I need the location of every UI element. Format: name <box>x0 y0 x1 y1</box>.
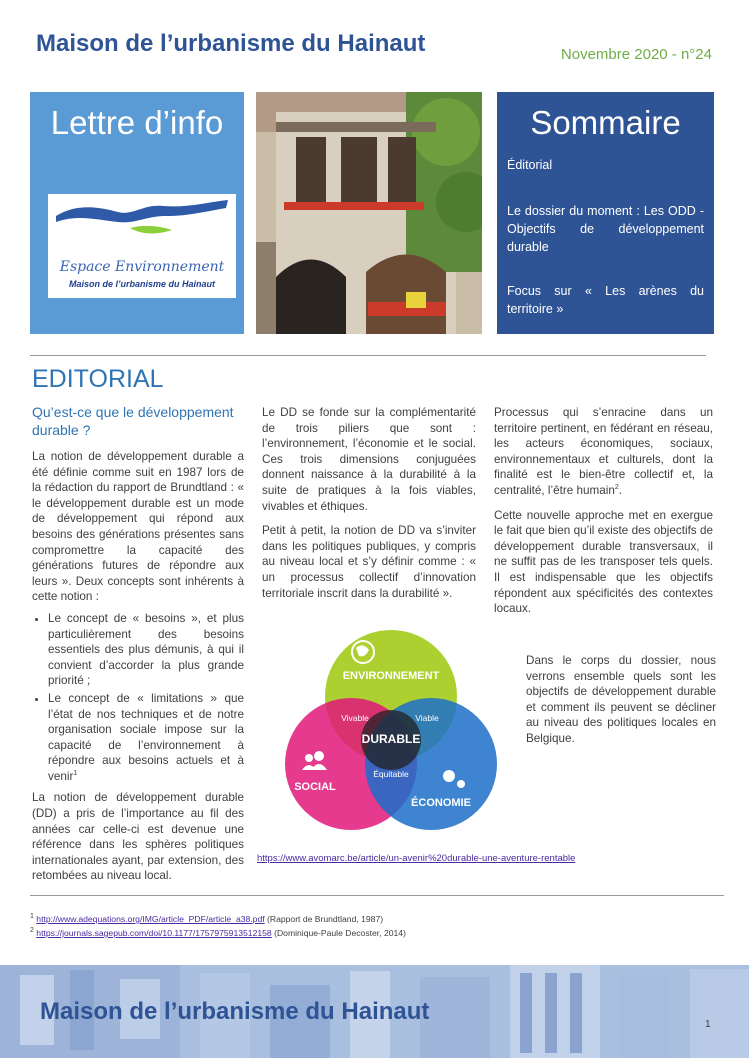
paragraph-end: . <box>618 483 622 497</box>
paragraph: Petit à petit, la notion de DD va s’inviter dans les politiques publiques, y compris au niveau local et s’y définir comme : « un processus collectif d’innovation territoriale inscrit dans la durabilité ». <box>262 524 476 600</box>
footnote-number: 2 <box>30 927 34 935</box>
footnote-reference: (Dominique-Paule Decoster, 2014) <box>271 928 406 938</box>
footer-title: Maison de l’urbanisme du Hainaut <box>40 998 430 1025</box>
footnote-number: 1 <box>30 913 34 921</box>
footnote-link[interactable]: https://journals.sagepub.com/doi/10.1177/1757975913512158 <box>36 928 272 938</box>
list-item-text: Le concept de « limitations » que l’état de nos techniques et de notre organisation sociale impose sur la capacité de l’environnement à répondre aux besoins actuels et à venir <box>48 691 244 783</box>
venn-social-label: SOCIAL <box>294 781 336 793</box>
concept-list <box>32 611 244 785</box>
paragraph: La notion de développement durable a été définie comme suit en 1987 lors de la rédaction du rapport de Brundtland : « le développement durable est un mode de développement qui répond aux besoins des générations présentes sans compromettre la capacité des générations futures de répondre aux leurs ». Deux concepts sont inhérents à cette notion : <box>32 450 244 604</box>
lettre-info-title: Lettre d’info <box>50 104 224 141</box>
logo-name: Espace Environnement <box>59 259 225 275</box>
venn-caption: Dans le corps du dossier, nous verrons ensemble quels sont les objectifs de développement durable et comment ils peuvent se décliner au niveau des politiques locales en Belgique. <box>526 654 716 745</box>
venn-environment-label: ENVIRONNEMENT <box>342 670 440 682</box>
page-number: 1 <box>705 1019 711 1030</box>
paragraph: La notion de développement durable (DD) a pris de l’importance au fil des années car celle-ci est devenue une référence dans les sphères politiques internationales ayant, par extension, des retombées au niveau local. <box>32 791 244 883</box>
logo-subtitle: Maison de l’urbanisme du Hainaut <box>68 279 216 289</box>
column-1 <box>32 403 244 890</box>
footnote-1 <box>30 914 383 924</box>
footer-banner <box>0 965 749 1058</box>
venn-viable-label: Viable <box>415 713 439 723</box>
sommaire-item-dossier[interactable]: Le dossier du moment : Les ODD - Objectifs de développement durable <box>507 204 704 254</box>
footnote-ref[interactable]: 1 <box>73 769 78 777</box>
paragraph: Le DD se fonde sur la complémentarité de trois piliers que sont : l’environnement, l’économie et le social. Ces trois dimensions conjuguées donnent naissance à la durabilité à la suite de pratiques à la fois viables, vivables et éthiques. <box>262 406 476 513</box>
sustainability-venn-diagram <box>283 630 499 832</box>
column-3 <box>494 405 713 623</box>
issue-date: Novembre 2020 - n°24 <box>560 46 712 63</box>
venn-vivable-label: Vivable <box>341 713 369 723</box>
paragraph-text: Processus qui s’enracine dans un territoire pertinent, en fédérant en réseau, les acteurs économiques, sociaux, environnementaux et culturels, dont la finalité est le bien-être collectif et, la centralité, l’être humain <box>494 406 713 497</box>
footnote-ref[interactable]: 2 <box>614 484 619 492</box>
espace-environnement-logo <box>48 194 236 298</box>
editorial-subheading: Qu’est-ce que le développement durable ? <box>32 404 234 438</box>
logo-swoosh-icon <box>48 194 236 254</box>
building-photo <box>256 92 482 334</box>
paragraph: Cette nouvelle approche met en exergue le fait que bien qu’il existe des objectifs de développement durable transversaux, il ne suffit pas de les transposer tels quels. Il est indispensable que les objectifs répondent aux spécificités des contextes locaux. <box>494 508 713 616</box>
sommaire-item-editorial[interactable]: Éditorial <box>507 158 553 172</box>
list-item <box>48 691 244 785</box>
list-item-text: Le concept de « besoins », et plus particulièrement des besoins essentiels des plus démunis, à qui il convient d’accorder la plus grande priorité ; <box>48 611 244 688</box>
footnote-2 <box>30 928 406 938</box>
sommaire-title: Sommaire <box>530 104 681 141</box>
paragraph <box>494 405 713 499</box>
lettre-info-box <box>30 92 244 334</box>
list-item <box>48 611 244 689</box>
divider <box>30 895 724 896</box>
site-title: Maison de l’urbanisme du Hainaut <box>36 30 426 57</box>
venn-center-label: DURABLE <box>361 732 421 746</box>
column-2 <box>262 405 476 607</box>
footnote-reference: (Rapport de Brundtland, 1987) <box>264 914 384 924</box>
divider <box>30 355 706 356</box>
editorial-heading: EDITORIAL <box>32 365 164 393</box>
sommaire-item-focus[interactable]: Focus sur « Les arènes du territoire » <box>507 284 704 316</box>
source-link[interactable]: https://www.avomarc.be/article/un-avenir%20durable-une-aventure-rentable <box>257 853 576 864</box>
sommaire-box <box>497 92 714 334</box>
venn-equitable-label: Équitable <box>373 769 409 779</box>
footnote-link[interactable]: http://www.adequations.org/IMG/article_PDF/article_a38.pdf <box>36 914 265 924</box>
venn-economy-label: ÉCONOMIE <box>411 797 471 809</box>
